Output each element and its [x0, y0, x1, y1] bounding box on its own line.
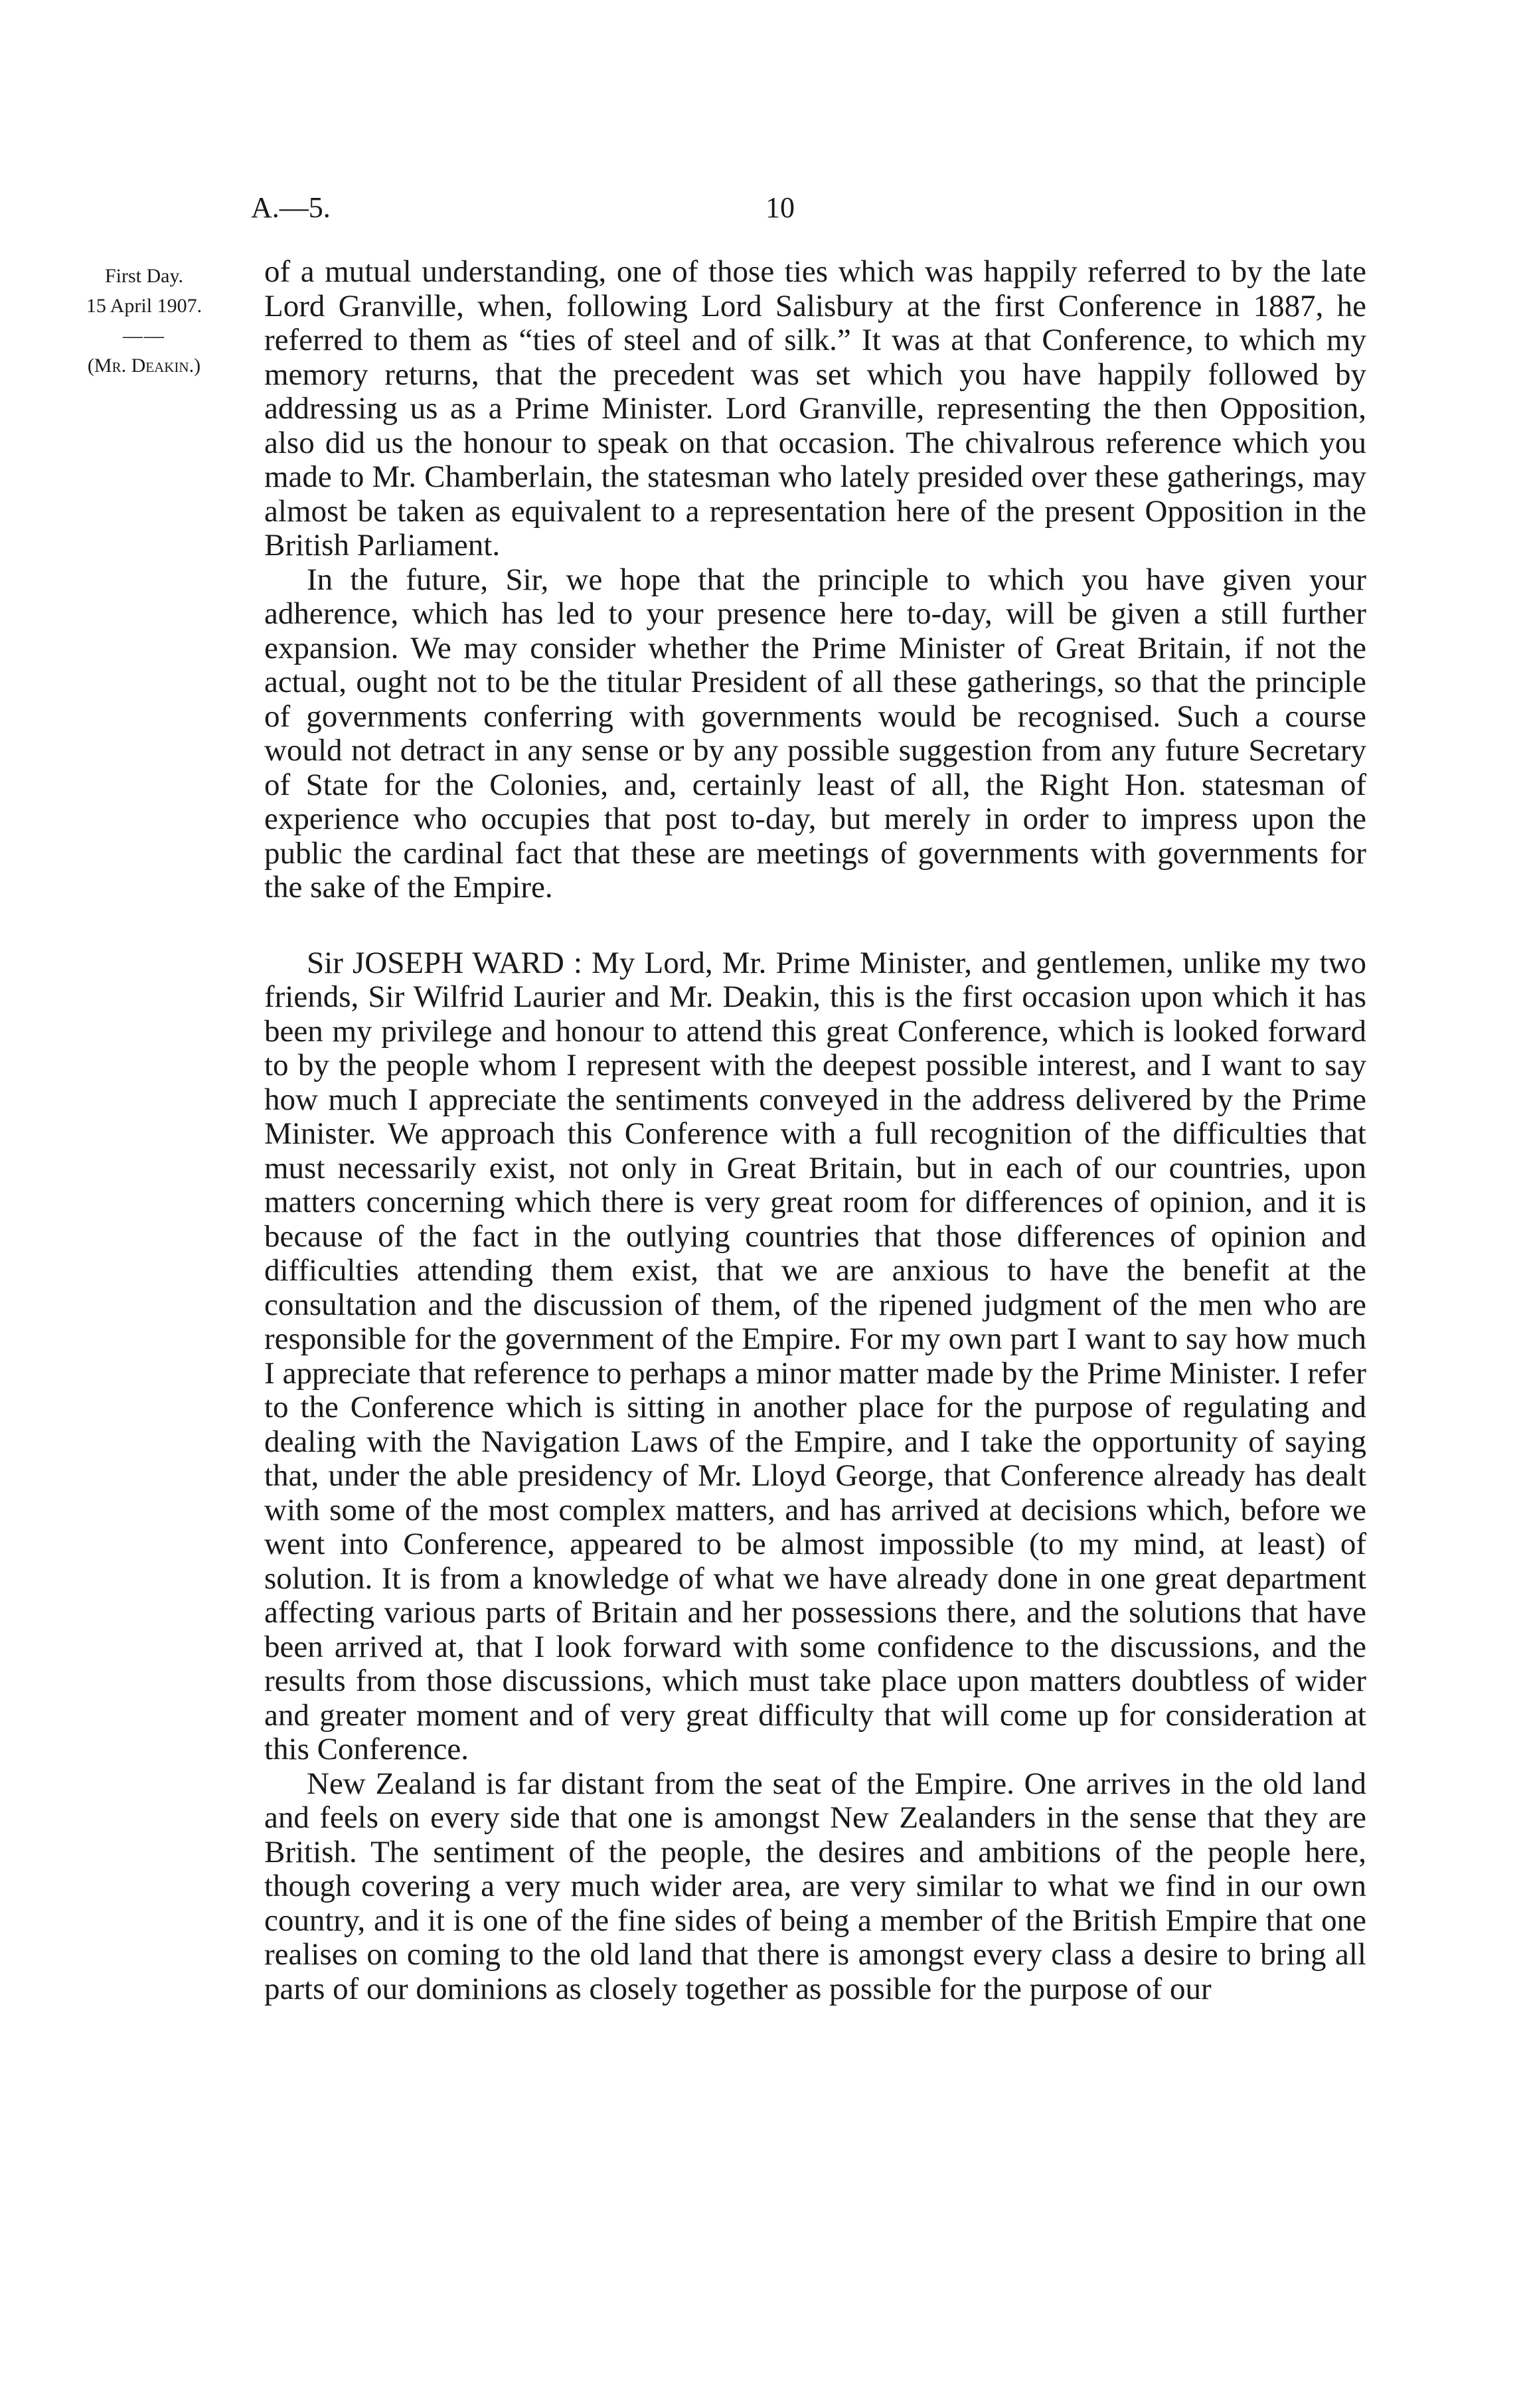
paragraph-text: New Zealand is far distant from the seat of the Empire. One arrives in the old land and feels on every side that one is amongst New Zealanders in the sense that they are British. The sentiment of the people, the desires and ambitions of the people here, though covering a very much wider area, are very similar to what we find in our own country, and it is one of the fine sides of being a member of the British Empire that one realises on coming to the old land that there is amongst every class a desire to bring all parts of our dominions as closely together as possible for the purpose of our: [264, 1766, 1366, 2006]
paragraph: [264, 563, 1366, 905]
paragraph: [264, 1767, 1366, 2007]
margin-date: 15 April 1907.: [86, 295, 202, 317]
margin-notes: [48, 261, 240, 381]
page-number: 10: [765, 191, 795, 224]
page-header: [251, 191, 1366, 230]
document-reference: A.—5.: [251, 191, 331, 224]
body-text: [264, 255, 1366, 2006]
speech-paragraph: [264, 946, 1366, 1767]
speaker-name: Sir JOSEPH WARD :: [307, 945, 582, 980]
paragraph-text: of a mutual understanding, one of those ties which was happily referred to by the late Lord Granville, when, following Lord Salisbury at the first Conference in 1887, he referred to them as “ties of steel and of silk.” It was at that Conference, to which my memory returns, that the precedent was set which you have happily followed by addressing us as a Prime Minister. Lord Granville, representing the then Opposition, also did us the honour to speak on that occasion. The chivalrous reference which you made to Mr. Chamberlain, the statesman who lately presided over these gatherings, may almost be taken as equivalent to a representation here of the present Opposition in the British Parliament.: [264, 254, 1366, 562]
margin-dash: ——: [123, 325, 165, 347]
margin-speaker: (Mr. Deakin.): [87, 355, 201, 377]
paragraph-text: My Lord, Mr. Prime Minister, and gentlemen, unlike my two friends, Sir Wilfrid Laurier and Mr. Deakin, this is the first occasion upon which it has been my privilege and honour to attend this great Conference, which is looked forward to by the people whom I represent with the deepest possible interest, and I want to say how much I appreciate the sentiments conveyed in the address delivered by the Prime Minister. We approach this Conference with a full recognition of the difficulties that must necessarily exist, not only in Great Britain, but in each of our countries, upon matters concerning which there is very great room for differences of opinion, and it is because of the fact in the outlying countries that those differences of opinion and difficulties attending them exist, that we are anxious to have the benefit at the consultation and the discussion of them, of the ripened judgment of the men who are responsible for the government of the Empire. For my own part I want to say how much I appreciate that reference to perhaps a minor matter made by the Prime Minister. I refer to the Conference which is sitting in another place for the purpose of regulating and dealing with the Navigation Laws of the Empire, and I take the opportunity of saying that, under the able presidency of Mr. Lloyd George, that Conference already has dealt with some of the most complex matters, and has arrived at decisions which, before we went into Conference, appeared to be almost impossible (to my mind, at least) of solution. It is from a knowledge of what we have already done in one great department affecting various parts of Britain and her possessions there, and the solutions that have been arrived at, that I look forward with some confidence to the discussions, and the results from those discussions, which must take place upon matters doubtless of wider and greater moment and of very great difficulty that will come up for consideration at this Conference.: [264, 945, 1366, 1766]
margin-day: First Day.: [104, 265, 184, 287]
paragraph: [264, 255, 1366, 563]
paragraph-text: In the future, Sir, we hope that the principle to which you have given your adherence, which has led to your presence here to-day, will be given a still further expansion. We may consider whether the Prime Minister of Great Britain, if not the actual, ought not to be the titular President of all these gatherings, so that the principle of governments conferring with governments would be recognised. Such a course would not detract in any sense or by any possible suggestion from any future Secretary of State for the Colonies, and, certainly least of all, the Right Hon. statesman of experience who occupies that post to-day, but merely in order to impress upon the public the cardinal fact that these are meetings of governments with governments for the sake of the Empire.: [264, 562, 1366, 904]
